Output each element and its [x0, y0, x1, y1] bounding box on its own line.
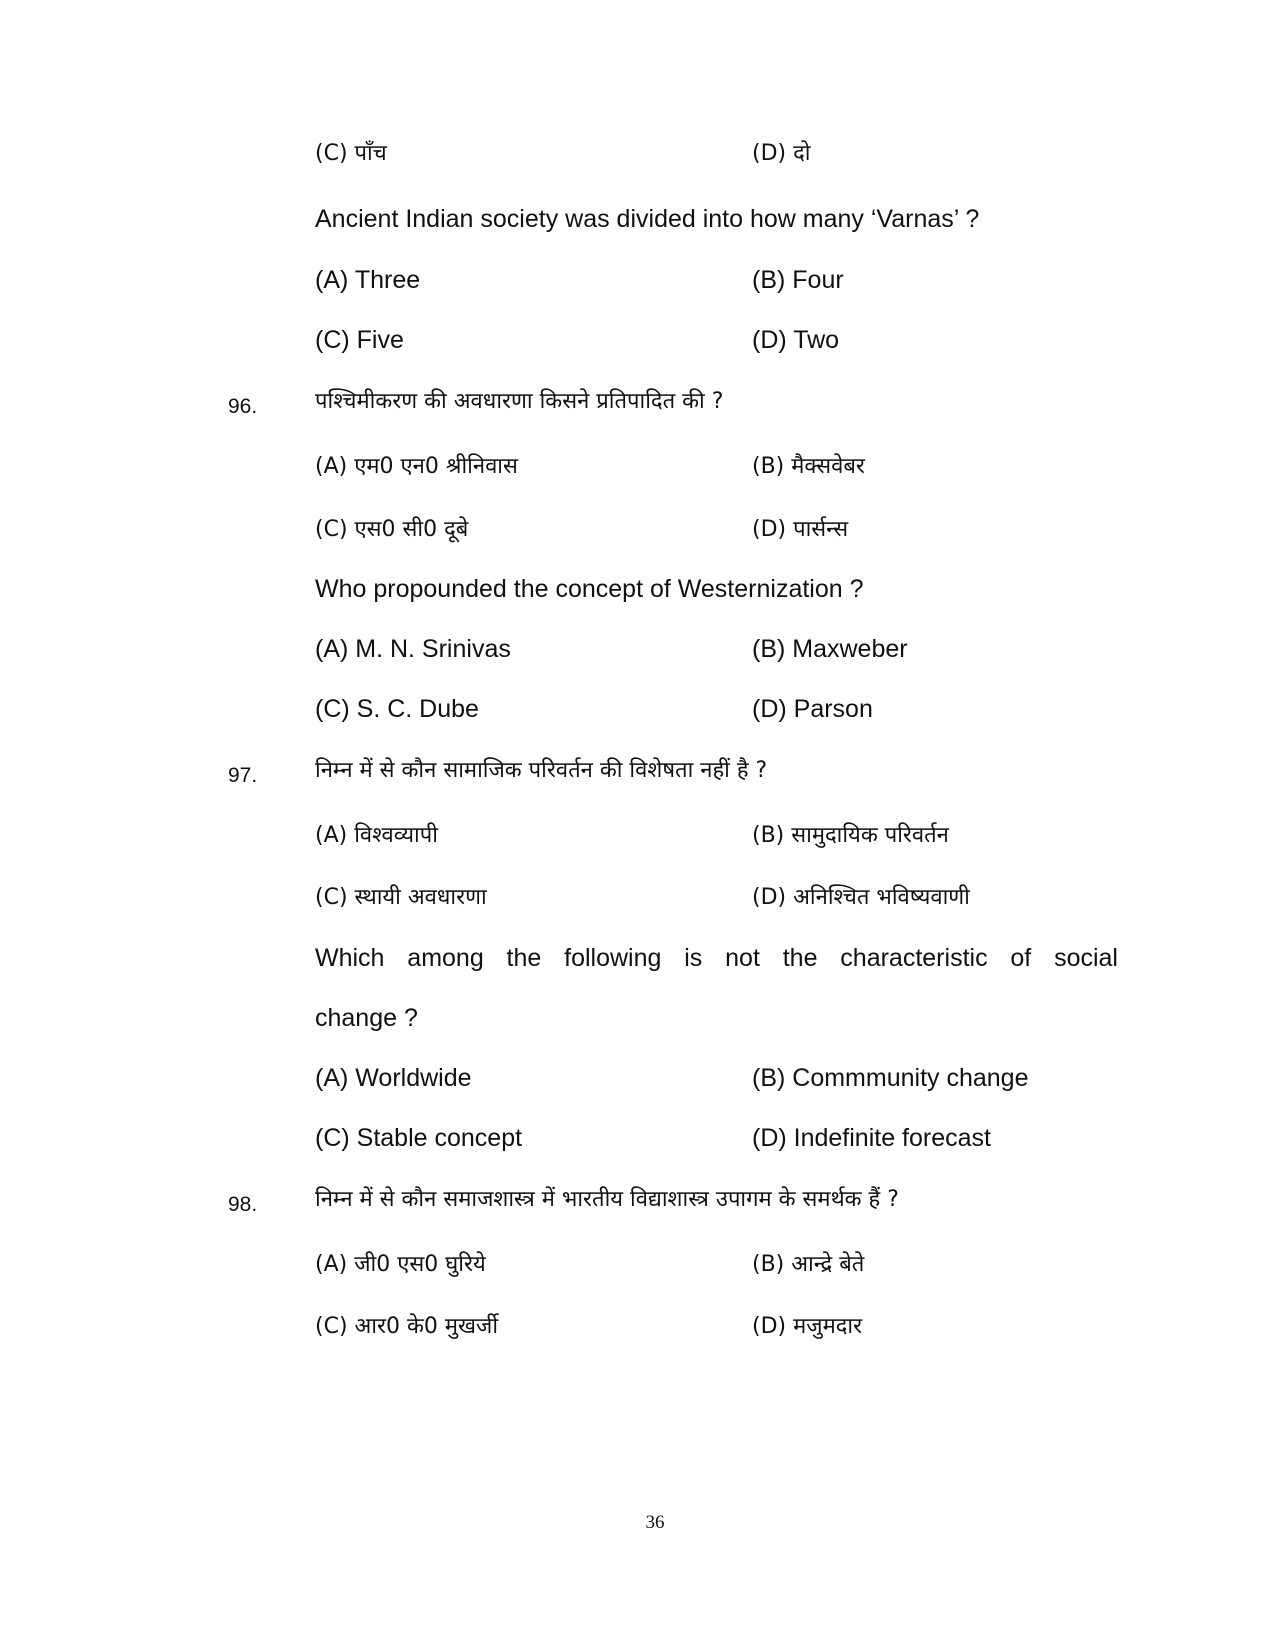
q97-option-b-hindi: (B) सामुदायिक परिवर्तन [752, 823, 949, 848]
q97-question-hindi: निम्न में से कौन सामाजिक परिवर्तन की विशेषता नहीं है ? [315, 758, 768, 783]
q97-option-c-hindi: (C) स्थायी अवधारणा [315, 885, 487, 910]
q95-option-b-english: (B) Four [752, 266, 844, 294]
q97-question-english-line2: change ? [315, 1004, 418, 1032]
q96-option-b-english: (B) Maxweber [752, 635, 908, 663]
q97-question-english-line1: Which among the following is not the characteristic of social [315, 944, 1118, 972]
q96-option-b-hindi: (B) मैक्सवेबर [752, 454, 865, 479]
q97-option-d-english: (D) Indefinite forecast [752, 1124, 991, 1152]
q96-option-d-english: (D) Parson [752, 695, 873, 723]
q95-option-a-english: (A) Three [315, 266, 421, 294]
q98-option-a-hindi: (A) जी0 एस0 घुरिये [315, 1252, 486, 1277]
q96-number: 96. [228, 395, 258, 418]
q96-question-english: Who propounded the concept of Westernization ? [315, 575, 864, 603]
q98-question-hindi: निम्न में से कौन समाजशास्त्र में भारतीय विद्याशास्त्र उपागम के समर्थक हैं ? [315, 1187, 899, 1212]
q96-option-c-english: (C) S. C. Dube [315, 695, 479, 723]
q98-option-c-hindi: (C) आर0 के0 मुखर्जी [315, 1314, 499, 1339]
q97-option-d-hindi: (D) अनिश्चित भविष्यवाणी [752, 885, 970, 910]
q96-option-a-english: (A) M. N. Srinivas [315, 635, 511, 663]
q97-option-a-english: (A) Worldwide [315, 1064, 472, 1092]
q97-number: 97. [228, 764, 258, 787]
q97-option-a-hindi: (A) विश्वव्यापी [315, 823, 438, 848]
q97-option-c-english: (C) Stable concept [315, 1124, 523, 1152]
q95-option-c-english: (C) Five [315, 326, 404, 354]
q96-option-c-hindi: (C) एस0 सी0 दूबे [315, 517, 469, 542]
q95-question-english: Ancient Indian society was divided into how many ‘Varnas’ ? [315, 205, 980, 233]
q95-option-d-english: (D) Two [752, 326, 840, 354]
q96-option-d-hindi: (D) पार्सन्स [752, 517, 849, 542]
page-number: 36 [645, 1512, 665, 1533]
q98-option-d-hindi: (D) मजुमदार [752, 1314, 863, 1339]
q95-option-c-hindi: (C) पाँच [315, 141, 387, 166]
q98-number: 98. [228, 1193, 258, 1216]
q96-option-a-hindi: (A) एम0 एन0 श्रीनिवास [315, 454, 518, 479]
q96-question-hindi: पश्चिमीकरण की अवधारणा किसने प्रतिपादित की ? [315, 389, 724, 414]
q98-option-b-hindi: (B) आन्द्रे बेते [752, 1252, 865, 1277]
q97-option-b-english: (B) Commmunity change [752, 1064, 1029, 1092]
q95-option-d-hindi: (D) दो [752, 141, 811, 166]
